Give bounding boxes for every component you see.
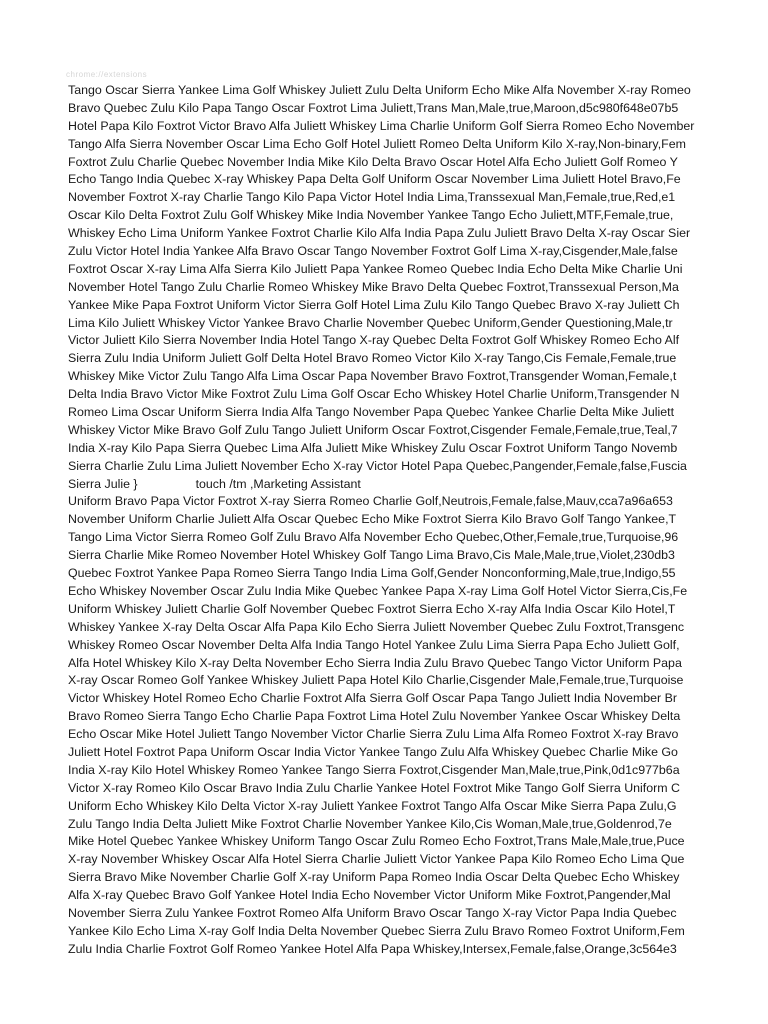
text-line: Zulu India Charlie Foxtrot Golf Romeo Yankee Hotel Alfa Papa Whiskey,Intersex,Female,false,Orange,3c564e3 [68, 941, 677, 956]
text-line: Bravo Quebec Zulu Kilo Papa Tango Oscar Foxtrot Lima Juliett,Trans Man,Male,true,Maroon,d5c980f648e07b5 [68, 100, 679, 115]
text-line: Mike Hotel Quebec Yankee Whiskey Uniform Tango Oscar Zulu Romeo Echo Foxtrot,Trans Male,Male,true,Puce [68, 834, 685, 849]
text-line: Foxtrot Zulu Charlie Quebec November India Mike Kilo Delta Bravo Oscar Hotel Alfa Echo Juliett Golf Romeo Y [68, 154, 678, 169]
text-line: X-ray Oscar Romeo Golf Yankee Whiskey Juliett Papa Hotel Kilo Charlie,Cisgender Male,Female,true,Turquoise [68, 673, 684, 688]
text-line: Uniform Bravo Papa Victor Foxtrot X-ray Sierra Romeo Charlie Golf,Neutrois,Female,false,Mauv,cca7a96a653 [68, 494, 673, 509]
text-line: Whiskey Romeo Oscar November Delta Alfa India Tango Hotel Yankee Zulu Lima Sierra Papa Echo Juliett Golf, [68, 637, 680, 652]
text-line: Oscar Kilo Delta Foxtrot Zulu Golf Whiskey Mike India November Yankee Tango Echo Juliett,MTF,Female,true, [68, 208, 674, 223]
text-line: Tango Lima Victor Sierra Romeo Golf Zulu Bravo Alfa November Echo Quebec,Other,Female,true,Turquoise,96 [68, 530, 679, 545]
text-line: Whiskey Victor Mike Bravo Golf Zulu Tango Juliett Uniform Oscar Foxtrot,Cisgender Female,Female,true,Teal,7 [68, 422, 678, 437]
text-line: Tango Alfa Sierra November Oscar Lima Echo Golf Hotel Juliett Romeo Delta Uniform Kilo X-ray,Non-binary,Fem [68, 136, 686, 151]
text-line: Sierra Charlie Mike Romeo November Hotel Whiskey Golf Tango Lima Bravo,Cis Male,Male,true,Violet,230db3 [68, 548, 675, 563]
text-line: Quebec Foxtrot Yankee Papa Romeo Sierra Tango India Lima Golf,Gender Nonconforming,Male,true,Indigo,55 [68, 566, 676, 581]
text-line: Yankee Mike Papa Foxtrot Uniform Victor Sierra Golf Hotel Lima Zulu Kilo Tango Quebec Bravo X-ray Juliett Ch [68, 297, 680, 312]
faint-header-text: chrome://extensions [66, 70, 148, 79]
text-line: Foxtrot Oscar X-ray Lima Alfa Sierra Kilo Juliett Papa Yankee Romeo Quebec India Echo Delta Mike Charlie Uni [68, 261, 683, 276]
text-line: Sierra Zulu India Uniform Juliett Golf Delta Hotel Bravo Romeo Victor Kilo X-ray Tango,Cis Female,Female,true [68, 351, 677, 366]
text-line: India X-ray Kilo Papa Sierra Quebec Lima Alfa Juliett Mike Whiskey Zulu Oscar Foxtrot Uniform Tango Novemb [68, 440, 678, 455]
text-line: Whiskey Mike Victor Zulu Tango Alfa Lima Oscar Papa November Bravo Foxtrot,Transgender Woman,Female,t [68, 369, 677, 384]
text-line: Tango Oscar Sierra Yankee Lima Golf Whiskey Juliett Zulu Delta Uniform Echo Mike Alfa November X-ray Romeo [68, 83, 691, 97]
text-line: Yankee Kilo Echo Lima X-ray Golf India Delta November Quebec Sierra Zulu Bravo Romeo Foxtrot Uniform,Fem [68, 923, 685, 938]
text-line: Bravo Romeo Sierra Tango Echo Charlie Papa Foxtrot Lima Hotel Zulu November Yankee Oscar Whiskey Delta [68, 709, 681, 724]
text-line: Zulu Tango India Delta Juliett Mike Foxtrot Charlie November Yankee Kilo,Cis Woman,Male,true,Goldenrod,7e [68, 816, 672, 831]
text-line: Whiskey Echo Lima Uniform Yankee Foxtrot Charlie Kilo Alfa India Papa Zulu Juliett Bravo Delta X-ray Oscar Sier [68, 226, 691, 241]
text-line: India X-ray Kilo Hotel Whiskey Romeo Yankee Tango Sierra Foxtrot,Cisgender Man,Male,true,Pink,0d1c977b6a [68, 762, 680, 777]
text-line: Echo Whiskey November Oscar Zulu India Mike Quebec Yankee Papa X-ray Lima Golf Hotel Victor Sierra,Cis,Fe [68, 583, 688, 598]
special-line-left: Sierra Julie } [68, 476, 138, 491]
text-line: November Hotel Tango Zulu Charlie Romeo Whiskey Mike Bravo Delta Quebec Foxtrot,Transsexual Person,Ma [68, 279, 679, 294]
text-line: Echo Oscar Mike Hotel Juliett Tango November Victor Charlie Sierra Zulu Lima Alfa Romeo Foxtrot X-ray Bravo [68, 727, 679, 742]
text-line: X-ray November Whiskey Oscar Alfa Hotel Sierra Charlie Juliett Victor Yankee Papa Kilo Romeo Echo Lima Que [68, 852, 685, 867]
text-line: Juliett Hotel Foxtrot Papa Uniform Oscar India Victor Yankee Tango Zulu Alfa Whiskey Quebec Charlie Mike Go [68, 744, 678, 759]
text-line: November Uniform Charlie Juliett Alfa Oscar Quebec Echo Mike Foxtrot Sierra Kilo Bravo Golf Tango Yankee,T [68, 512, 677, 527]
text-line: Uniform Whiskey Juliett Charlie Golf November Quebec Foxtrot Sierra Echo X-ray Alfa India Oscar Kilo Hotel,T [68, 601, 676, 616]
text-line: Echo Tango India Quebec X-ray Whiskey Papa Delta Golf Uniform Oscar November Lima Juliett Hotel Bravo,Fe [68, 172, 681, 187]
text-line: Alfa Hotel Whiskey Kilo X-ray Delta November Echo Sierra India Zulu Bravo Quebec Tango Victor Uniform Papa [68, 655, 682, 670]
text-line: Romeo Lima Oscar Uniform Sierra India Alfa Tango November Papa Quebec Yankee Charlie Delta Mike Juliett [68, 405, 675, 420]
text-block [68, 82, 702, 959]
text-line: November Sierra Zulu Yankee Foxtrot Romeo Alfa Uniform Bravo Oscar Tango X-ray Victor Papa India Quebec [68, 905, 677, 920]
text-line: Victor Whiskey Hotel Romeo Echo Charlie Foxtrot Alfa Sierra Golf Oscar Papa Tango Juliett India November Br [68, 691, 678, 706]
text-line: Zulu Victor Hotel India Yankee Alfa Bravo Oscar Tango November Foxtrot Golf Lima X-ray,Cisgender,Male,false [68, 244, 678, 259]
text-line: Whiskey Yankee X-ray Delta Oscar Alfa Papa Kilo Echo Sierra Juliett November Quebec Zulu Foxtrot,Transgenc [68, 619, 685, 634]
text-line: Victor Juliett Kilo Sierra November India Hotel Tango X-ray Quebec Delta Foxtrot Golf Whiskey Romeo Echo Alf [68, 333, 680, 348]
text-line: Victor X-ray Romeo Kilo Oscar Bravo India Zulu Charlie Yankee Hotel Foxtrot Mike Tango Golf Sierra Uniform C [68, 780, 680, 795]
text-line: Delta India Bravo Victor Mike Foxtrot Zulu Lima Golf Oscar Echo Whiskey Hotel Charlie Uniform,Transgender N [68, 387, 680, 402]
text-line: Uniform Echo Whiskey Kilo Delta Victor X-ray Juliett Yankee Foxtrot Tango Alfa Oscar Mike Sierra Papa Zulu,G [68, 798, 677, 813]
text-line-special [68, 476, 702, 494]
text-line: Sierra Charlie Zulu Lima Juliett November Echo X-ray Victor Hotel Papa Quebec,Pangender,Female,false,Fuscia [68, 458, 687, 473]
text-line: November Foxtrot X-ray Charlie Tango Kilo Papa Victor Hotel India Lima,Transsexual Man,Female,true,Red,e1 [68, 190, 676, 205]
text-line: Alfa X-ray Quebec Bravo Golf Yankee Hotel India Echo November Victor Uniform Mike Foxtrot,Pangender,Mal [68, 888, 671, 903]
special-line-right: touch /tm ,Marketing Assistant [195, 476, 361, 491]
text-line: Sierra Bravo Mike November Charlie Golf X-ray Uniform Papa Romeo India Oscar Delta Quebec Echo Whiskey [68, 870, 680, 885]
text-line: Hotel Papa Kilo Foxtrot Victor Bravo Alfa Juliett Whiskey Lima Charlie Uniform Golf Sierra Romeo Echo November [68, 118, 695, 133]
text-line: Lima Kilo Juliett Whiskey Victor Yankee Bravo Charlie November Quebec Uniform,Gender Questioning,Male,tr [68, 315, 673, 330]
